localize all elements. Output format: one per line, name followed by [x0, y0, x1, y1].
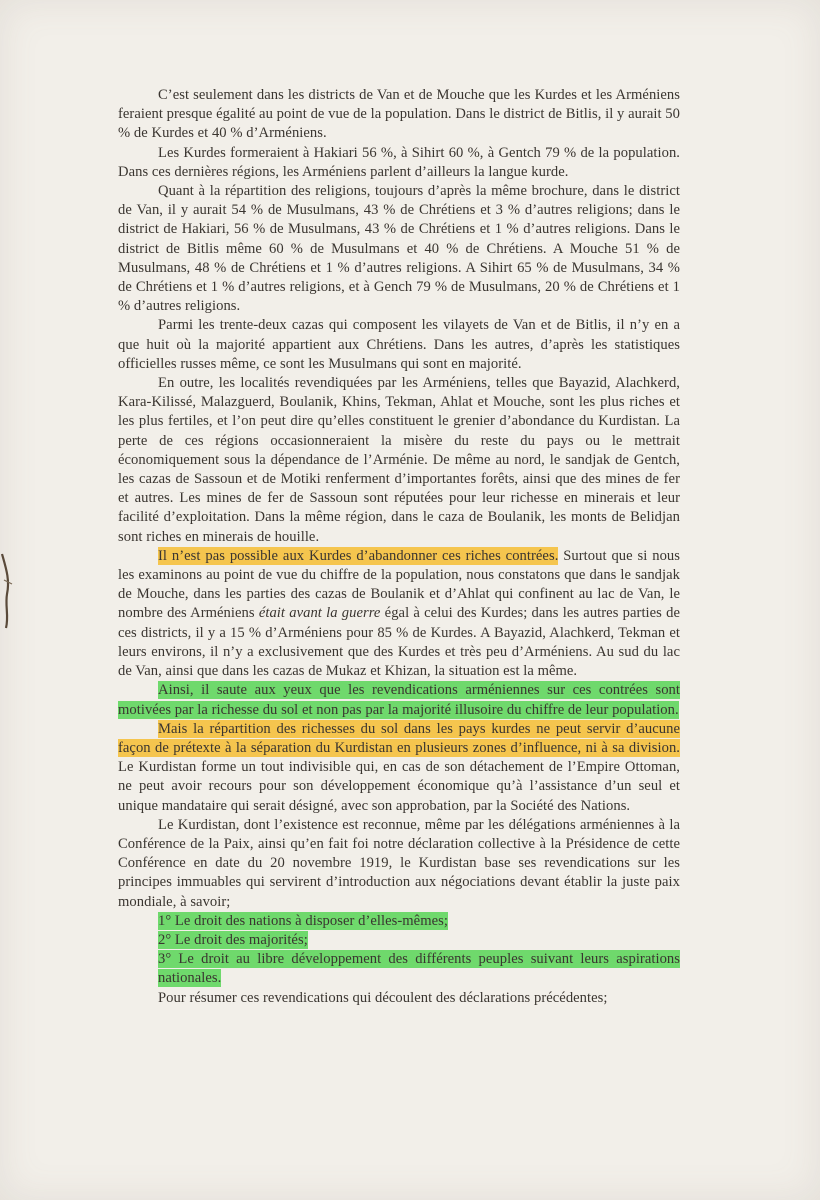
highlight-green: 2° Le droit des majorités;	[158, 931, 308, 948]
paragraph-9: Le Kurdistan, dont l’existence est reconnue, même par les délégations arméniennes à la Conférence de la Paix, ainsi qu’en fait foi notre déclaration collective à la Présidence de cette Conférence en date du 20 novembre 1919, le Kurdistan base ses revendications sur les principes immuables qui servirent d’introduction aux négociations devant établir la juste paix mondiale, à savoir;	[118, 816, 680, 910]
list-item-1	[118, 912, 680, 931]
highlight-green: 1° Le droit des nations à disposer d’elles-mêmes;	[158, 912, 448, 929]
paragraph-10: Pour résumer ces revendications qui découlent des déclarations précédentes;	[158, 989, 608, 1006]
highlight-yellow: Mais la répartition des richesses du sol dans les pays kurdes ne peut servir d’aucune façon de prétexte à la séparation du Kurdistan en plusieurs zones d’influence, ni à sa division.	[118, 720, 680, 756]
paragraph-8-text: Le Kurdistan forme un tout indivisible qui, en cas de son détachement de l’Empire Ottoman, ne peut avoir recours pour son développement économique qu’à l’assistance d’un seul et unique mandataire qui serait désigné, avec son approbation, par la Société des Nations.	[118, 759, 680, 814]
list-item-2	[118, 931, 680, 950]
highlight-green: Ainsi, il saute aux yeux que les revendications arméniennes sur ces contrées sont motivées par la richesse du sol et non pas par la majorité illusoire du chiffre de leur population.	[118, 682, 680, 718]
paragraph-6-text-a: Surtout que si nous les examinons au point de vue du chiffre de la population, nous constatons que dans le sandjak de Mouche, dans les parties des cazas de Boulanik et d’Ahlat qui confinent au lac de Van, le nombre des Arméniens	[118, 547, 680, 622]
paragraph-6	[118, 547, 680, 681]
paragraph-2: Les Kurdes formeraient à Hakiari 56 %, à Sihirt 60 %, à Gentch 79 % de la population. Dans ces dernières régions, les Arméniens parlent d’ailleurs la langue kurde.	[118, 144, 680, 180]
paragraph-3: Quant à la répartition des religions, toujours d’après la même brochure, dans le district de Van, il y aurait 54 % de Musulmans, 43 % de Chrétiens et 3 % d’autres religions; dans le district de Hakiari, 56 % de Musulmans, 43 % de Chrétiens et 1 % d’autres religions. Dans le district de Bitlis même 60 % de Musulmans et 40 % de Chrétiens. A Mouche 51 % de Musulmans, 48 % de Chrétiens et 1 % d’autres religions. A Sihirt 65 % de Musulmans, 34 % de Chrétiens et 1 % d’autres religions, et à Gench 79 % de Musulmans, 20 % de Chrétiens et 1 % d’autres religions.	[118, 183, 680, 315]
body-text	[118, 86, 680, 1008]
paragraph-6-text-b: égal à celui des Kurdes; dans les autres parties de ces districts, il y a 15 % d’Arméniens pour 85 % de Kurdes. A Bayazid, Alachkerd, Tekman et leurs environs, il n’y a exclusivement que des Kurdes et très peu d’Arméniens. Au sud du lac de Van, ainsi que dans les cazas de Mukaz et Khizan, la situation est la même.	[118, 605, 680, 680]
paragraph-7	[118, 681, 680, 719]
binding-mark	[0, 550, 16, 630]
highlight-yellow: Il n’est pas possible aux Kurdes d’abandonner ces riches contrées.	[158, 547, 559, 564]
list-item-3	[118, 950, 680, 988]
highlight-green: 3° Le droit au libre développement des différents peuples suivant leurs aspirations nationales.	[158, 951, 680, 987]
paragraph-8	[118, 720, 680, 816]
paragraph-5: En outre, les localités revendiquées par les Arméniens, telles que Bayazid, Alachkerd, Kara-Kilissé, Malazguerd, Boulanik, Khins, Tekman, Ahlat et Mouche, sont les plus riches et les plus fertiles, et l’on peut dire qu’elles constituent le grenier d’abondance du Kurdistan. La perte de ces régions occasionneraient la misère du reste du pays ou le mettrait économiquement sous la dépendance de l’Arménie. De même au nord, le sandjak de Gentch, les cazas de Sassoun et de Motiki renferment d’importantes forêts, ainsi que des mines de fer et autres. Les mines de fer de Sassoun sont réputées pour leur richesse en minerais et leur facilité d’exploitation. Dans la même région, dans le caza de Boulanik, les monts de Belidjan sont riches en minerais de houille.	[118, 375, 680, 545]
paragraph-4: Parmi les trente-deux cazas qui composent les vilayets de Van et de Bitlis, il n’y en a que huit où la majorité appartient aux Chrétiens. Dans les autres, d’après les statistiques officielles russes même, ce sont les Musulmans qui sont en majorité.	[118, 317, 680, 372]
paragraph-6-emphasis: était avant la guerre	[258, 605, 381, 622]
paragraph-1: C’est seulement dans les districts de Van et de Mouche que les Kurdes et les Arméniens feraient presque égalité au point de vue de la population. Dans le district de Bitlis, il y aurait 50 % de Kurdes et 40 % d’Arméniens.	[118, 87, 680, 142]
